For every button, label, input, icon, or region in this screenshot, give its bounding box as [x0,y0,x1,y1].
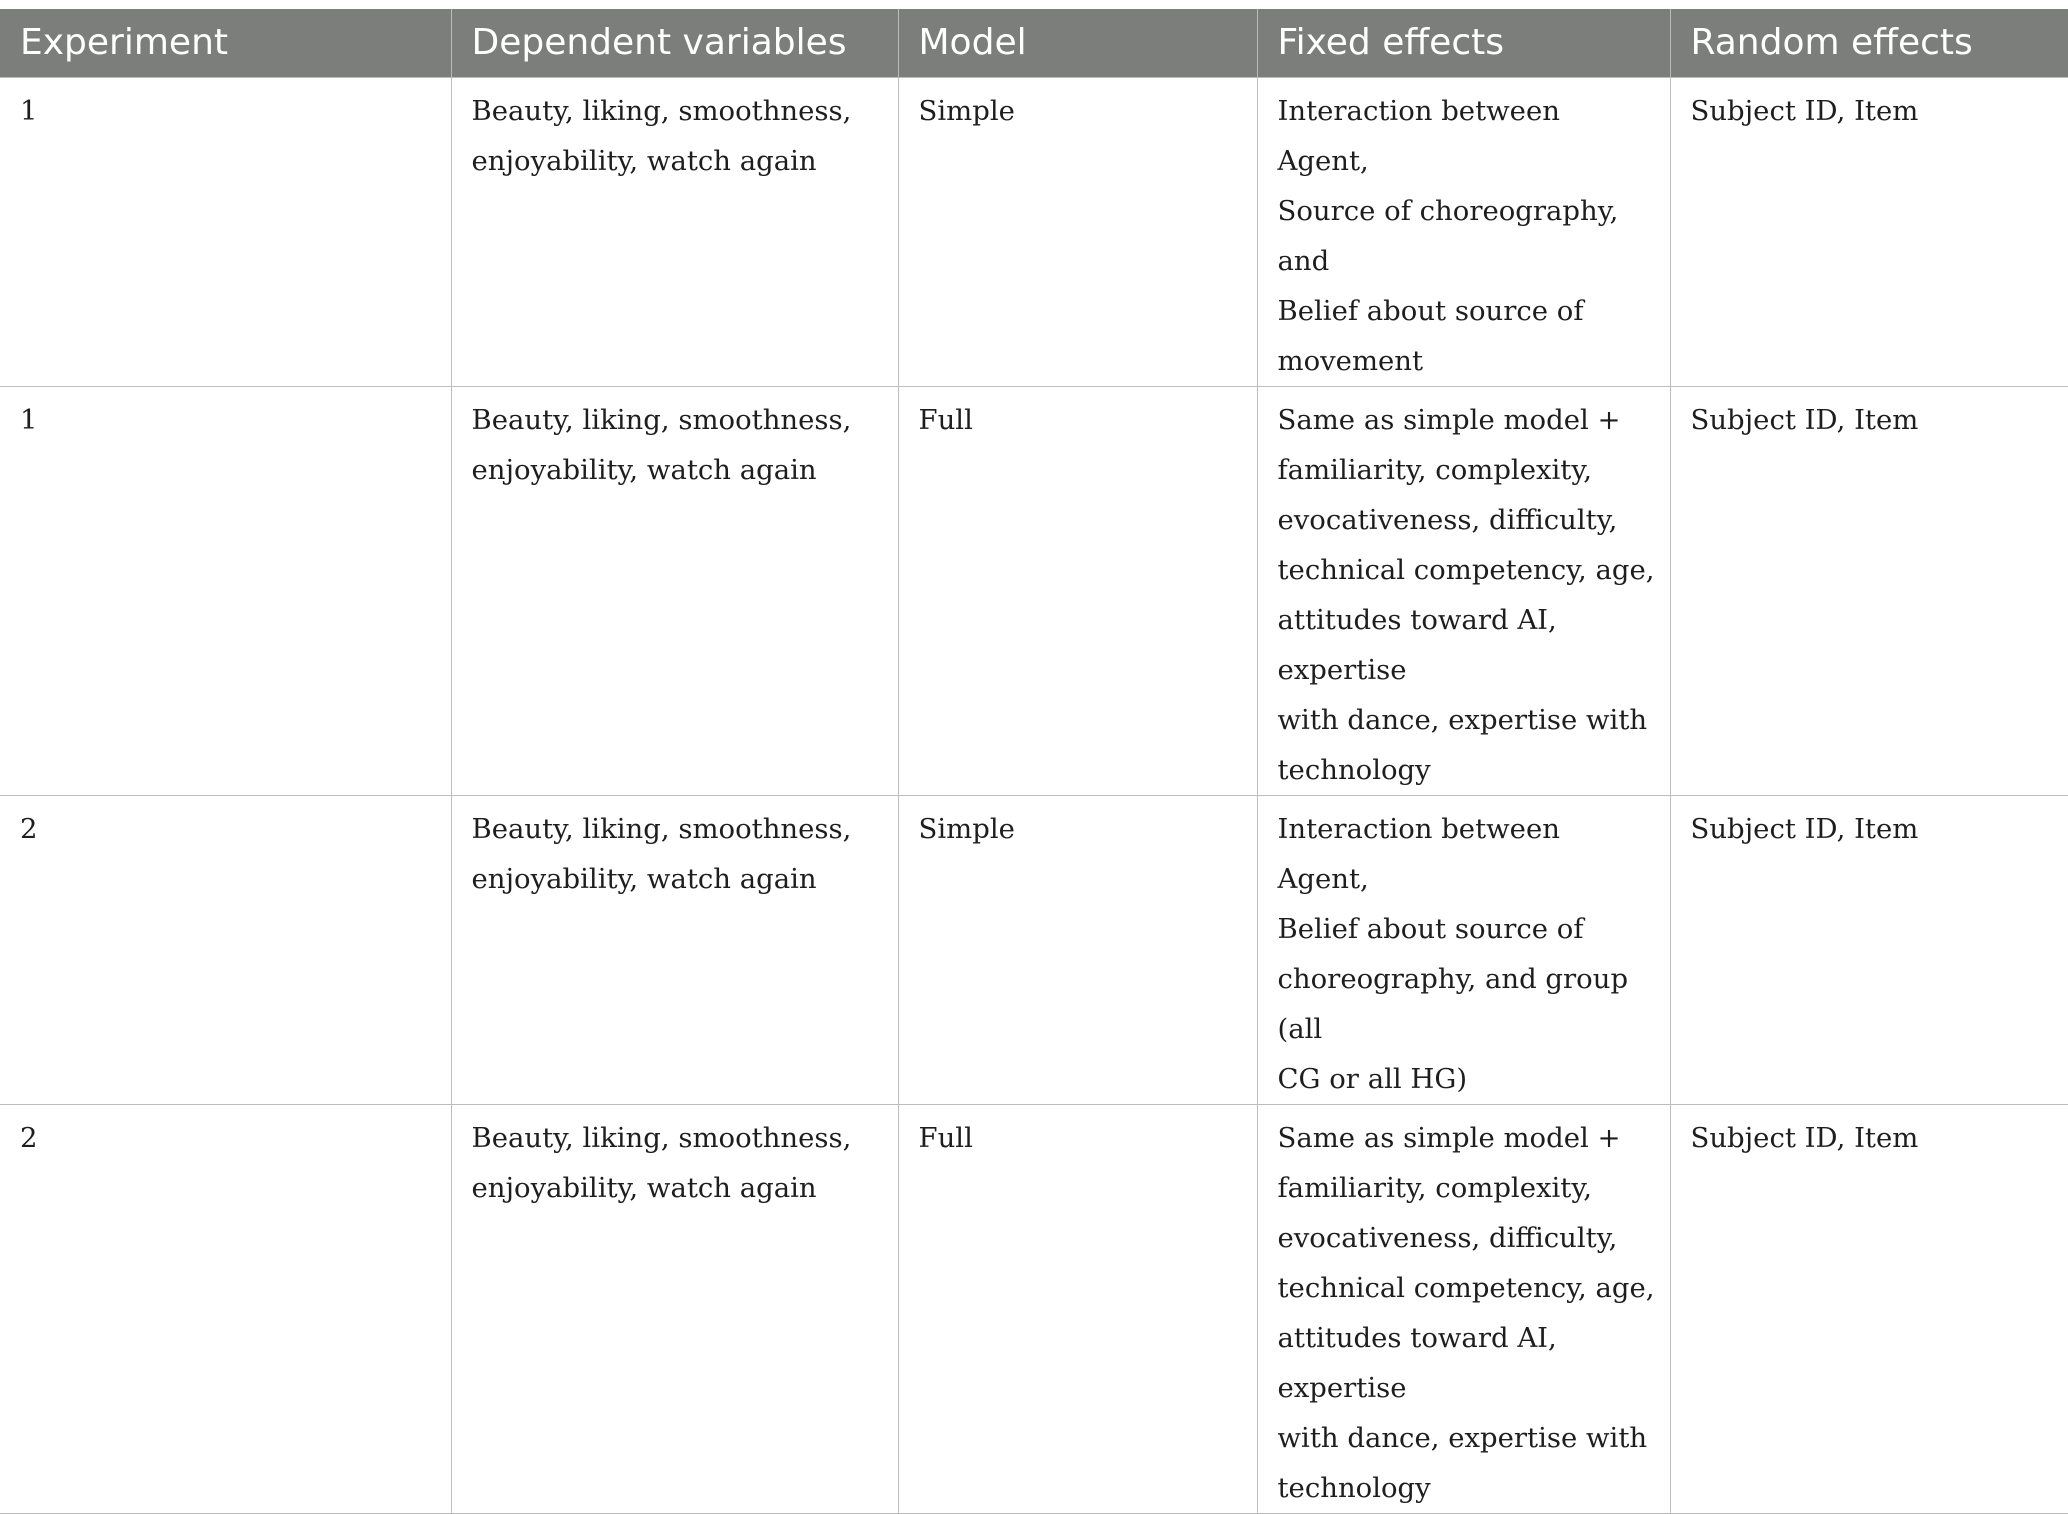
cell-dependent-variables [451,1105,898,1514]
cell-line: Beauty, liking, smoothness, [471,95,852,127]
cell-line: Interaction between Agent, [1277,95,1560,177]
cell-line: evocativeness, difficulty, [1277,1222,1618,1254]
header-fixed-effects: Fixed effects [1257,9,1670,78]
cell-line: enjoyability, watch again [471,454,817,486]
header-model: Model [898,9,1257,78]
cell-random-effects: Subject ID, Item [1670,387,2068,796]
model-summary-table-container [0,9,2068,1514]
cell-experiment: 2 [0,1105,451,1514]
cell-line: Same as simple model + [1277,1122,1621,1154]
header-experiment: Experiment [0,9,451,78]
cell-line: Source of choreography, and [1277,195,1619,277]
cell-fixed-effects [1257,1105,1670,1514]
cell-dependent-variables [451,78,898,387]
cell-experiment: 1 [0,78,451,387]
cell-line: familiarity, complexity, [1277,454,1592,486]
cell-line: Belief about source of [1277,295,1584,327]
table-body [0,78,2068,1514]
cell-line: familiarity, complexity, [1277,1172,1592,1204]
model-summary-table [0,9,2068,1514]
cell-fixed-effects [1257,78,1670,387]
header-dependent-variables: Dependent variables [451,9,898,78]
cell-line: Beauty, liking, smoothness, [471,1122,852,1154]
cell-line: enjoyability, watch again [471,863,817,895]
cell-line: choreography, and group (all [1277,963,1629,1045]
cell-fixed-effects [1257,796,1670,1105]
table-row [0,387,2068,796]
cell-experiment: 2 [0,796,451,1105]
cell-line: with dance, expertise with [1277,704,1648,736]
cell-line: CG or all HG) [1277,1063,1468,1095]
cell-line: technical competency, age, [1277,1272,1655,1304]
header-random-effects: Random effects [1670,9,2068,78]
header-row [0,9,2068,78]
cell-model: Simple [898,78,1257,387]
cell-dependent-variables [451,796,898,1105]
cell-line: attitudes toward AI, expertise [1277,604,1557,686]
cell-line: evocativeness, difficulty, [1277,504,1618,536]
table-row [0,796,2068,1105]
cell-line: technology [1277,1472,1431,1504]
cell-line: technical competency, age, [1277,554,1655,586]
cell-line: technology [1277,754,1431,786]
cell-dependent-variables [451,387,898,796]
cell-line: attitudes toward AI, expertise [1277,1322,1557,1404]
cell-random-effects: Subject ID, Item [1670,1105,2068,1514]
table-row [0,78,2068,387]
cell-line: enjoyability, watch again [471,1172,817,1204]
table-header [0,9,2068,78]
cell-line: Interaction between Agent, [1277,813,1560,895]
cell-line: Beauty, liking, smoothness, [471,404,852,436]
cell-fixed-effects [1257,387,1670,796]
cell-model: Full [898,387,1257,796]
cell-line: enjoyability, watch again [471,145,817,177]
cell-model: Simple [898,796,1257,1105]
cell-random-effects: Subject ID, Item [1670,78,2068,387]
table-row [0,1105,2068,1514]
cell-experiment: 1 [0,387,451,796]
cell-line: Belief about source of [1277,913,1584,945]
cell-model: Full [898,1105,1257,1514]
cell-line: Beauty, liking, smoothness, [471,813,852,845]
cell-line: with dance, expertise with [1277,1422,1648,1454]
cell-random-effects: Subject ID, Item [1670,796,2068,1105]
cell-line: movement [1277,345,1424,377]
cell-line: Same as simple model + [1277,404,1621,436]
